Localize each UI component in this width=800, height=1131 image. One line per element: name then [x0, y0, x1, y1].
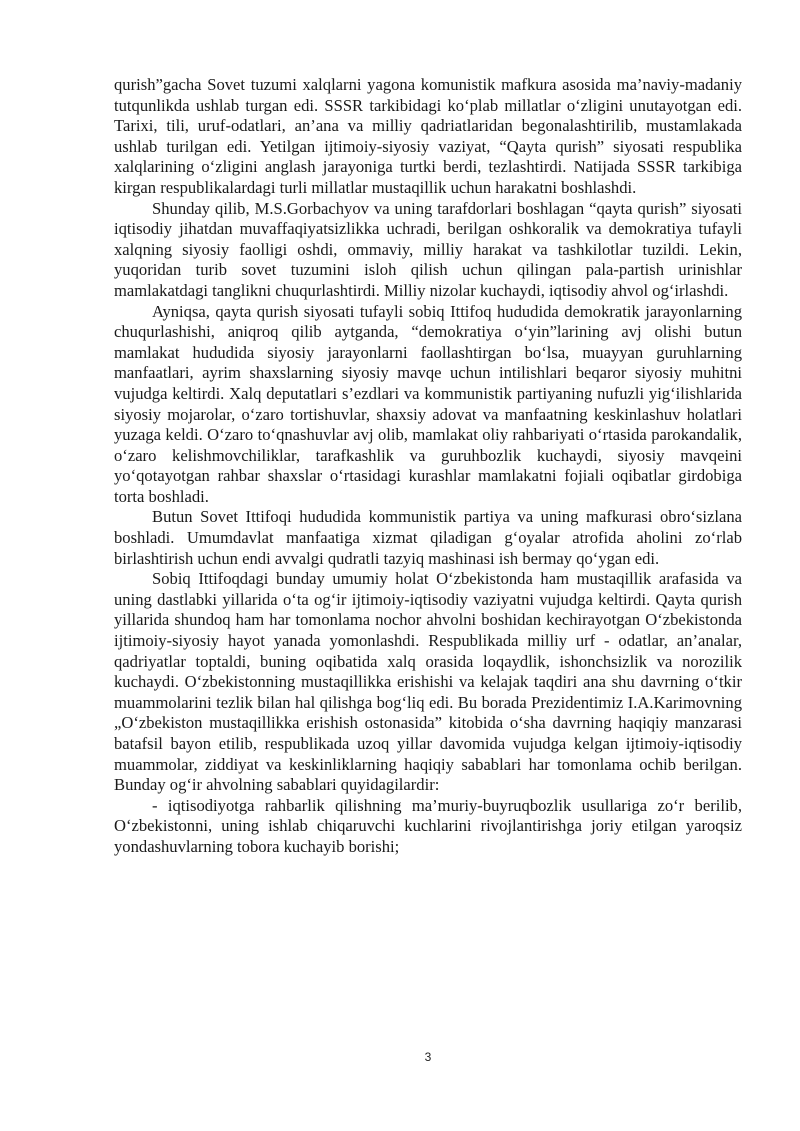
- document-body: [114, 75, 742, 858]
- paragraph: Ayniqsa, qayta qurish siyosati tufayli sobiq Ittifoq hududida demokratik jarayonlarning chuqurlashishi, aniqroq qilib aytganda, “demokratiya o‘yin”larining avj olishi butun mamlakat hududida siyosiy jarayonlarni faollashtirgan bo‘lsa, muayyan guruhlarning manfaatlari, ayrim shaxslarning siyosiy mavqe uchun intilishlari beqaror siyosiy muhitni vujudga keltirdi. Xalq deputatlari s’ezdlari va kommunistik partiyaning nufuzli yig‘ilishlarida siyosiy mojarolar, o‘zaro tortishuvlar, shaxsiy adovat va manfaatning keskinlashuv holatlari yuzaga keldi. O‘zaro to‘qnashuvlar avj olib, mamlakat oliy rahbariyati o‘rtasida parokandalik, o‘zaro kelishmovchiliklar, tarafkashlik va guruhbozlik kuchaydi, siyosiy mavqeini yo‘qotayotgan rahbar shaxslar o‘rtasidagi kurashlar mamlakatni fojiali oqibatlar girdobiga torta boshladi.: [114, 301, 742, 506]
- paragraph: Butun Sovet Ittifoqi hududida kommunistik partiya va uning mafkurasi obro‘sizlana boshladi. Umumdavlat manfaatiga xizmat qiladigan g‘oyalar atrofida aholini zo‘rlab birlashtirish uchun endi avvalgi qudratli tazyiq mashinasi ish bermay qo‘ygan edi.: [114, 507, 742, 568]
- paragraph: Shunday qilib, M.S.Gorbachyov va uning tarafdorlari boshlagan “qayta qurish” siyosati iqtisodiy jihatdan muvaffaqiyatsizlikka uchradi, berilgan oshkoralik va demokratiya tufayli xalqning siyosiy faolligi oshdi, ommaviy, milliy harakat va tashkilotlar tuzildi. Lekin, yuqoridan turib sovet tuzumini isloh qilish uchun qilingan pala-partish urinishlar mamlakatdagi tanglikni chuqurlashtirdi. Milliy nizolar kuchaydi, iqtisodiy ahvol og‘irlashdi.: [114, 198, 742, 300]
- paragraph: Sobiq Ittifoqdagi bunday umumiy holat O‘zbekistonda ham mustaqillik arafasida va uning dastlabki yillarida o‘ta og‘ir ijtimoiy-iqtisodiy vaziyatni vujudga keltirdi. Qayta qurish yillarida shundoq ham har tomonlama nochor ahvolni boshidan kechirayotgan O‘zbekistonda ijtimoiy-siyosiy hayot yanada yomonlashdi. Respublikada milliy urf - odatlar, an’analar, qadriyatlar toptaldi, buning oqibatida xalq orasida loqaydlik, ishonchsizlik va norozilik kuchaydi. O‘zbekistonning mustaqillikka erishishi va kelajak taqdiri ana shu davrning o‘tkir muammolarini tezlik bilan hal qilishga bog‘liq edi. Bu borada Prezidentimiz I.A.Karimovning „O‘zbekiston mustaqillikka erishish ostonasida” kitobida o‘sha davrning haqiqiy manzarasi batafsil bayon etilib, respublikada uzoq yillar davomida vujudga kelgan ijtimoiy-iqtisodiy muammolar, ziddiyat va keskinliklarning haqiqiy sabablari har tomonlama ochib berilgan. Bunday og‘ir ahvolning sabablari quyidagilardir:: [114, 569, 742, 795]
- paragraph-continuation: qurish”gacha Sovet tuzumi xalqlarni yagona komunistik mafkura asosida ma’naviy-madaniy tutqunlikda ushlab turgan edi. SSSR tarkibidagi ko‘plab millatlar o‘zligini unutayotgan edi. Tarixi, tili, uruf-odatlari, an’ana va milliy qadriatlaridan begonalashtirilib, mustamlakada ushlab turilgan edi. Yetilgan ijtimoiy-siyosiy vaziyat, “Qayta qurish” siyosati respublika xalqlarining o‘zligini anglash jarayoniga turtki berdi, tezlashtirdi. Natijada SSSR tarkibiga kirgan respublikalardagi turli millatlar mustaqillik uchun harakatni boshlashdi.: [114, 75, 742, 197]
- page-number: 3: [424, 1050, 432, 1064]
- list-item: - iqtisodiyotga rahbarlik qilishning ma’muriy-buyruqbozlik usullariga zo‘r berilib, O‘zbekistonni, uning ishlab chiqaruvchi kuchlarini rivojlantirishga joriy etilgan yaroqsiz yondashuvlarning tobora kuchayib borishi;: [114, 795, 742, 856]
